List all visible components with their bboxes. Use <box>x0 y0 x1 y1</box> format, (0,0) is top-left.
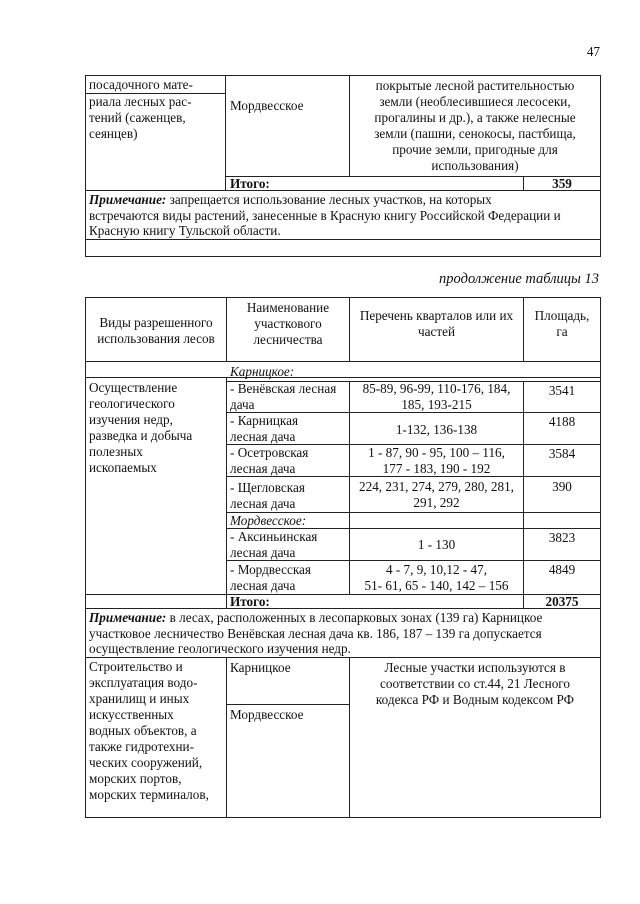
use-type-line: Строительство и <box>89 659 183 674</box>
page-number: 47 <box>586 44 600 59</box>
top-note-line: Красную книгу Тульской области. <box>89 223 281 239</box>
quarters: 1-132, 136-138 <box>395 422 478 437</box>
top-use-line: посадочного мате- <box>89 77 193 92</box>
use-type-line: хранилищ и иных <box>89 691 190 706</box>
forestry-karnitskoe: Карницкое: <box>230 364 295 379</box>
header-forestry: Наименование <box>246 300 330 315</box>
dacha-name: лесная дача <box>230 578 296 593</box>
use-type-line: искусственных <box>89 707 174 722</box>
dacha-name: - Осетровская <box>230 445 309 460</box>
use-type-line: морских терминалов, <box>89 787 209 802</box>
top-land-line: использования) <box>431 158 519 173</box>
use-type-line: ископаемых <box>89 460 157 475</box>
use-type-line: ческих сооружений, <box>89 755 203 770</box>
top-forestry: Мордвесское <box>230 98 304 113</box>
top-land-line: земли (пашни, сенокосы, пастбища, <box>374 126 576 141</box>
quarters: 291, 292 <box>413 495 460 510</box>
forestry-mordvesskoe-2: Мордвесское <box>230 707 304 722</box>
quarters: 185, 193-215 <box>401 397 472 412</box>
header-area: Площадь, <box>534 308 590 323</box>
header-quarters: частей <box>417 324 455 339</box>
dacha-name: лесная дача <box>230 429 296 444</box>
quarters: 4 - 7, 9, 10,12 - 47, <box>385 562 488 577</box>
area-value: 4849 <box>548 562 576 577</box>
use-type-line: разведка и добыча <box>89 428 193 443</box>
top-use-line: сеянцев) <box>89 126 138 141</box>
dacha-name: дача <box>230 397 255 412</box>
forestry-karnitskoe-2: Карницкое <box>230 660 291 675</box>
header-area: га <box>556 324 568 339</box>
use-type-line: полезных <box>89 444 143 459</box>
top-land-line: земли (необлесившиеся лесосеки, <box>379 94 571 109</box>
section2-text-line: кодекса РФ и Водным кодексом РФ <box>375 692 575 707</box>
main-note-line: в лесах, расположенных в лесопарковых зонах (139 га) Карницкое <box>169 610 543 625</box>
main-note <box>89 610 597 657</box>
quarters: 51- 61, 65 - 140, 142 – 156 <box>364 578 509 593</box>
use-type-line: также гидротехни- <box>89 739 195 754</box>
area-value: 4188 <box>548 414 576 429</box>
header-use: Виды разрешенного <box>99 315 213 330</box>
top-land-line: прогалины и др.), а также нелесные <box>374 110 576 125</box>
top-note-line: запрещается использование лесных участков, на которых <box>169 192 492 207</box>
use-type-line: изучения недр, <box>89 412 173 427</box>
header-forestry: лесничества <box>253 332 323 347</box>
quarters: 177 - 183, 190 - 192 <box>382 461 491 476</box>
header-forestry: участкового <box>254 316 322 331</box>
quarters: 224, 231, 274, 279, 280, 281, <box>359 479 514 494</box>
use-type-line: эксплуатация водо- <box>89 675 198 690</box>
total-label: Итого: <box>230 594 270 609</box>
dacha-name: лесная дача <box>230 496 296 511</box>
top-note-line: встречаются виды растений, занесенные в Красную книгу Российской Федерации и <box>89 207 561 223</box>
main-note-line: участковое лесничество Венёвская лесная дача кв. 186, 187 – 139 га допускается <box>89 625 542 641</box>
dacha-name: - Аксиньинская <box>230 529 318 544</box>
section2-text-line: Лесные участки используются в <box>384 660 566 675</box>
top-use-line: риала лесных рас- <box>89 94 192 109</box>
main-note-line: осуществление геологического изучения недр. <box>89 641 351 657</box>
top-land-line: прочие земли, пригодные для <box>392 142 558 157</box>
area-value: 390 <box>552 479 572 494</box>
dacha-name: - Щегловская <box>230 480 305 495</box>
top-total-value: 359 <box>552 176 572 191</box>
use-type-line: водных объектов, а <box>89 723 197 738</box>
quarters: 85-89, 96-99, 110-176, 184, <box>362 381 511 396</box>
use-type-line: Осуществление <box>89 380 178 395</box>
table-caption: продолжение таблицы 13 <box>439 271 599 287</box>
dacha-name: - Карницкая <box>230 413 299 428</box>
area-value: 3823 <box>548 530 576 545</box>
header-quarters: Перечень кварталов или их <box>359 308 514 323</box>
header-use: использования лесов <box>97 331 215 346</box>
forestry-mordvesskoe: Мордвесское: <box>230 513 307 528</box>
section2-text-line: соответствии со ст.44, 21 Лесного <box>380 676 570 691</box>
total-value: 20375 <box>545 594 579 609</box>
main-note-label: Примечание: <box>89 610 167 625</box>
area-value: 3541 <box>548 383 576 398</box>
top-use-line: тений (саженцев, <box>89 110 186 125</box>
dacha-name: лесная дача <box>230 461 296 476</box>
top-note <box>89 192 597 239</box>
top-note-label: Примечание: <box>89 192 167 207</box>
dacha-name: - Венёвская лесная <box>230 381 337 396</box>
area-value: 3584 <box>548 446 576 461</box>
top-land-line: покрытые лесной растительностью <box>375 78 575 93</box>
use-type-line: геологического <box>89 396 175 411</box>
quarters: 1 - 130 <box>417 537 456 552</box>
dacha-name: лесная дача <box>230 545 296 560</box>
dacha-name: - Мордвесская <box>230 562 311 577</box>
use-type-line: морских портов, <box>89 771 182 786</box>
quarters: 1 - 87, 90 - 95, 100 – 116, <box>368 445 505 460</box>
top-total-label: Итого: <box>230 176 270 191</box>
